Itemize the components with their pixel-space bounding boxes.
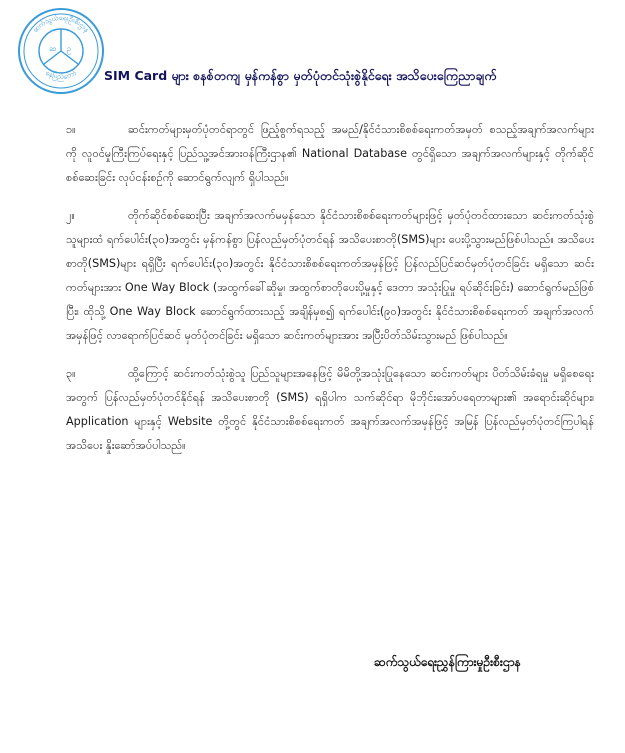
paragraph-text: ထို့ကြောင့် ဆင်းကတ်သုံးစွဲသူ ပြည်သူများအနေဖြင့် မိမိတို့အသုံးပြုနေသော ဆင်းကတ်များ ပိတ်သိမ်းခံရမှု မရှိစေရေးအတွက် ပြန်လည်မှတ်ပုံတင်နိုင်ရန် အသိပေးစာတို (SMS) ရရှိပါက သက်ဆိုင်ရာ မိုဘိုင်းအော်ပရေတာများ၏ အရောင်းဆိုင်များ၊ Application များနှင့် Website တို့တွင် နိုင်ငံသားစိစစ်ရေးကတ် အချက်အလက်အမှန်ဖြင့် အမြန် ပြန်လည်မှတ်ပုံတင်ကြပါရန် အသိပေး နှိုးဆော်အပ်ပါသည်။ [66, 367, 594, 452]
notice-body [66, 118, 594, 472]
paragraph-text: ဆင်းကတ်များမှတ်ပုံတင်ရာတွင် ဖြည့်စွက်ရသည့် အမည်/နိုင်ငံသားစိစစ်ရေးကတ်အမှတ် စသည့်အချက်အလက်များကို လူဝင်မှုကြီးကြပ်ရေးနှင့် ပြည်သူ့အင်အားဝန်ကြီးဌာန၏ National Database တွင်ရှိသော အချက်အလက်များနှင့် တိုက်ဆိုင်စစ်ဆေးခြင်း လုပ်ငန်းစဉ်ကို ဆောင်ရွက်လျက် ရှိပါသည်။ [66, 123, 594, 184]
issuing-department-signature: ဆက်သွယ်ရေးညွှန်ကြားမှုဦးစီးဌာန [374, 655, 521, 669]
paragraph-number: ၁။ [66, 123, 76, 136]
paragraph-number: ၃။ [66, 367, 76, 380]
department-seal-icon [16, 6, 106, 96]
paragraph-text: တိုက်ဆိုင်စစ်ဆေးပြီး အချက်အလက်မမှန်သော နိုင်ငံသားစိစစ်ရေးကတ်များဖြင့် မှတ်ပုံတင်ထားသော ဆင်းကတ်သုံးစွဲသူများထံ ရက်ပေါင်း(၃၀)အတွင်း မှန်ကန်စွာ ပြန်လည်မှတ်ပုံတင်ရန် အသိပေးစာတို(SMS)များ ပေးပို့သွားမည်ဖြစ်ပါသည်။ အသိပေးစာတို(SMS)များ ရရှိပြီး ရက်ပေါင်း(၃၀)အတွင်း နိုင်ငံသားစိစစ်ရေးကတ်အမှန်ဖြင့် ပြန်လည်ပြင်ဆင်မှတ်ပုံတင်ခြင်း မရှိသော ဆင်းကတ်များအား One Way Block (အထွက်ခေါ်ဆိုမှု၊ အထွက်စာတိုပေးပို့မှုနှင့် ဒေတာ အသုံးပြုမှု ရပ်ဆိုင်းခြင်း) ဆောင်ရွက်မည်ဖြစ်ပြီး၊ ထိုသို့ One Way Block ဆောင်ရွက်ထားသည့် အချိန်မှစ၍ ရက်ပေါင်း(၉၀)အတွင်း နိုင်ငံသားစိစစ်ရေးကတ် အချက်အလက်အမှန်ဖြင့် လာရောက်ပြင်ဆင် မှတ်ပုံတင်ခြင်း မရှိသော ဆင်းကတ်များအား အပြီးပိတ်သိမ်းသွားမည် ဖြစ်ပါသည်။ [66, 209, 594, 342]
paragraph-2 [66, 204, 594, 348]
seal-center-mark-right: ဥ [66, 44, 72, 53]
paragraph-3 [66, 362, 594, 458]
paragraph-number: ၂။ [66, 209, 75, 222]
notice-title: SIM Card များ စနစ်တကျ မှန်ကန်စွာ မှတ်ပုံတင်သုံးစွဲနိုင်ရေး အသိပေးကြေညာချက် [104, 68, 497, 83]
seal-center-mark-left: ဆ [49, 44, 57, 53]
paragraph-1 [66, 118, 594, 190]
seal-bottom-text: နေပြည်တော် [44, 68, 78, 82]
svg-text:နေပြည်တော် [44, 69, 78, 82]
seal-top-text: ဆက်သွယ်ရေးဦးစီးဌာန [31, 13, 91, 35]
